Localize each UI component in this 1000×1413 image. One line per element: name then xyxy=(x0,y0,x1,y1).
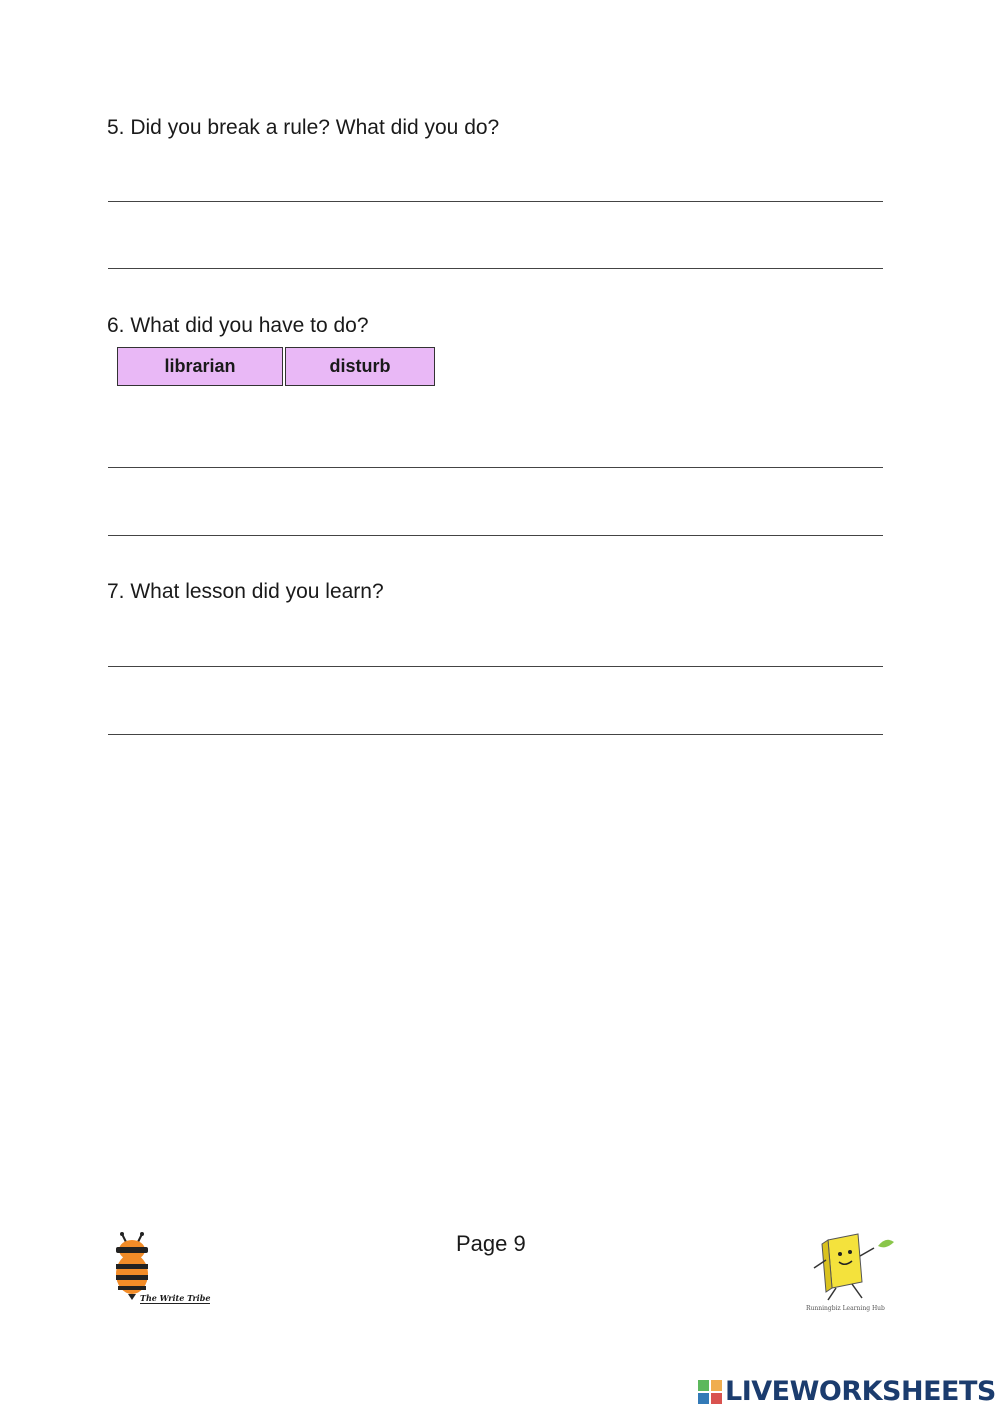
answer-line-5b[interactable] xyxy=(108,268,883,269)
liveworksheets-blocks-icon xyxy=(698,1380,722,1404)
answer-line-6a[interactable] xyxy=(108,467,883,468)
running-book-mascot-icon xyxy=(800,1226,900,1306)
right-logo-caption: Runningbiz Learning Hub xyxy=(806,1305,885,1312)
question-7: 7. What lesson did you learn? xyxy=(107,580,384,603)
left-logo-caption: The Write Tribe xyxy=(140,1293,211,1303)
word-bank-item: librarian xyxy=(117,347,283,386)
word-bank xyxy=(117,347,435,386)
answer-line-7b[interactable] xyxy=(108,734,883,735)
brand-text: LIVEWORKSHEETS xyxy=(725,1376,996,1407)
word-bank-item: disturb xyxy=(285,347,435,386)
answer-line-7a[interactable] xyxy=(108,666,883,667)
answer-line-5a[interactable] xyxy=(108,201,883,202)
question-6: 6. What did you have to do? xyxy=(107,314,369,337)
answer-line-6b[interactable] xyxy=(108,535,883,536)
question-5: 5. Did you break a rule? What did you do? xyxy=(107,116,500,139)
liveworksheets-brand xyxy=(698,1376,996,1407)
page-number: Page 9 xyxy=(456,1231,526,1256)
